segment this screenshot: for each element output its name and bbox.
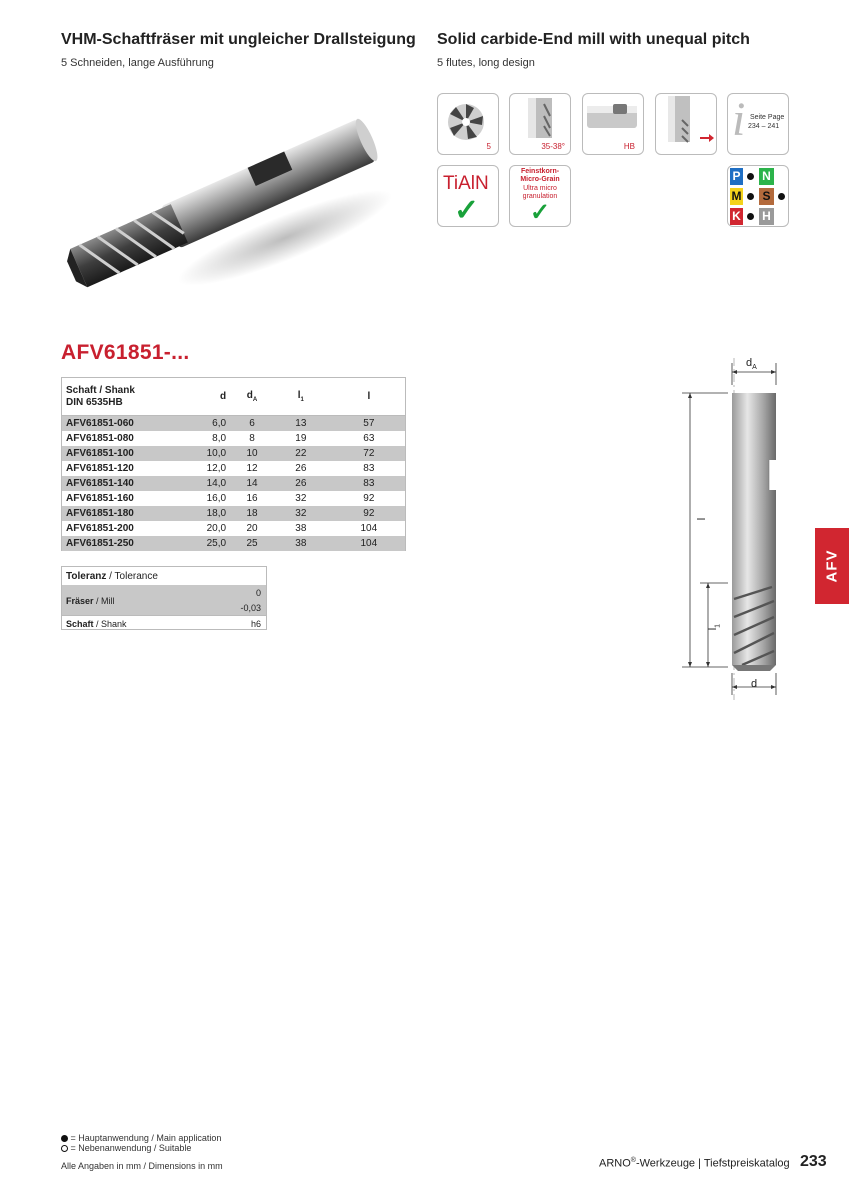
material-h: H — [759, 208, 774, 225]
header-shank-cell — [62, 378, 170, 416]
material-m-main-dot-icon — [747, 193, 754, 200]
drawing-da: d — [746, 357, 753, 369]
table-row — [62, 446, 406, 461]
diameter-da: 10 — [235, 446, 269, 461]
tolerance-shank: Schaft — [66, 619, 94, 629]
grain-english-1: Ultra micro — [523, 185, 557, 192]
diameter-d: 8,0 — [212, 432, 227, 444]
length-l: 92 — [363, 492, 375, 504]
grain-english-2: granulation — [522, 193, 558, 200]
diameter-da: 18 — [235, 506, 269, 521]
title-german: VHM-Schaftfräser mit ungleicher Drallsteigung — [61, 31, 416, 48]
header-din: DIN 6535HB — [66, 396, 123, 408]
drawing-da-sub: A — [752, 364, 757, 372]
table-row — [62, 461, 406, 476]
article-number: AFV61851-250 — [62, 536, 170, 551]
brand-reg: ® — [630, 1157, 636, 1164]
tolerance-title-en: / Tolerance — [106, 571, 158, 582]
diameter-da: 25 — [235, 536, 269, 551]
length-l1: 22 — [269, 446, 333, 461]
header-shank: Schaft / Shank — [66, 384, 135, 396]
coating-check-icon: ✓ — [454, 194, 480, 227]
length-l1: 26 — [269, 476, 333, 491]
material-m: M — [731, 189, 742, 203]
subtitle-german: 5 Schneiden, lange Ausführung — [61, 57, 214, 69]
tolerance-table — [61, 566, 267, 630]
drawing-label-da — [746, 357, 757, 371]
article-number: AFV61851-060 — [62, 416, 170, 431]
table-row — [62, 506, 406, 521]
brand-name: ARNO — [599, 1157, 631, 1170]
diameter-d: 14,0 — [169, 476, 235, 491]
length-l1: 38 — [269, 536, 333, 551]
tolerance-mill-en: / Mill — [93, 596, 115, 606]
tolerance-title-row — [62, 567, 266, 585]
helix-icon-box — [509, 93, 571, 155]
drawing-label-l1 — [707, 624, 721, 630]
length-l1: 38 — [295, 522, 307, 534]
tolerance-shank-label — [66, 619, 127, 629]
tolerance-shank-row — [62, 615, 266, 630]
subtitle-english: 5 flutes, long design — [437, 57, 535, 69]
length-l1: 13 — [269, 416, 333, 431]
table-row — [62, 491, 406, 506]
tolerance-shank-value: h6 — [250, 619, 261, 629]
legend-main-text: = Hauptanwendung / Main application — [70, 1133, 222, 1143]
article-number: AFV61851-180 — [62, 506, 170, 521]
article-number: AFV61851-100 — [62, 446, 170, 461]
section-tab — [815, 528, 849, 604]
info-icon: i — [732, 93, 746, 146]
flutes-count: 5 — [486, 142, 491, 151]
tolerance-mill: Fräser — [66, 596, 94, 606]
page-number: 233 — [800, 1153, 827, 1170]
diameter-d: 12,0 — [206, 462, 227, 474]
material-grid — [727, 165, 789, 227]
shank-icon-box — [582, 93, 644, 155]
technical-drawing — [680, 355, 790, 700]
drawing-label-l: l — [696, 517, 709, 521]
article-number: AFV61851-120 — [66, 462, 134, 474]
catalog-footer — [599, 1157, 790, 1170]
diameter-da: 14 — [235, 476, 269, 491]
diameter-d: 25,0 — [169, 536, 235, 551]
diameter-d: 20,0 — [206, 522, 227, 534]
diameter-d: 6,0 — [169, 416, 235, 431]
article-number: AFV61851-160 — [66, 492, 134, 504]
diameter-da: 20 — [246, 522, 258, 534]
length-l1: 32 — [269, 506, 333, 521]
shank-type-label: HB — [623, 142, 635, 151]
length-l: 83 — [333, 476, 406, 491]
length-l1: 19 — [295, 432, 307, 444]
length-l: 104 — [333, 536, 406, 551]
material-k: K — [730, 208, 743, 225]
header-l: l — [333, 378, 406, 416]
empty-dot-icon — [61, 1145, 68, 1152]
table-row — [62, 431, 406, 446]
header-da-cell — [235, 378, 269, 416]
material-s: S — [759, 188, 774, 205]
info-page-range: 234 – 241 — [748, 123, 780, 130]
dimensions-note: Alle Angaben in mm / Dimensions in mm — [61, 1161, 223, 1171]
length-l: 83 — [363, 462, 375, 474]
info-icon-box — [727, 93, 789, 155]
drawing-l1-sub: 1 — [714, 623, 722, 628]
header-da-sub: A — [252, 397, 258, 403]
flutes-icon-box — [437, 93, 499, 155]
title-english: Solid carbide-End mill with unequal pitch — [437, 31, 750, 48]
dimension-table — [61, 377, 406, 551]
diameter-da: 8 — [249, 432, 255, 444]
material-p-main-dot-icon — [747, 173, 754, 180]
table-row — [62, 536, 406, 551]
tolerance-title: Toleranz — [66, 571, 107, 582]
header-l1-cell — [269, 378, 333, 416]
diameter-d: 10,0 — [169, 446, 235, 461]
length-l: 92 — [333, 506, 406, 521]
diameter-da: 16 — [246, 492, 258, 504]
table-header-row — [62, 378, 406, 416]
article-number: AFV61851-140 — [62, 476, 170, 491]
table-row — [62, 521, 406, 536]
grain-icon-box — [509, 165, 571, 227]
end-mill-photo — [55, 88, 395, 318]
article-number: AFV61851-080 — [66, 432, 134, 444]
diameter-da: 12 — [246, 462, 258, 474]
design-icon-box — [655, 93, 717, 155]
length-l: 57 — [333, 416, 406, 431]
material-n: N — [759, 168, 774, 185]
legend-suitable — [61, 1143, 191, 1153]
info-page-text: Seite Page — [750, 114, 785, 121]
article-number: AFV61851-200 — [66, 522, 134, 534]
header-da: d — [246, 390, 253, 401]
section-tab-label: AFV — [823, 549, 841, 583]
table-row — [62, 476, 406, 491]
tolerance-shank-en: / Shank — [93, 619, 127, 629]
material-p: P — [730, 168, 743, 185]
tolerance-mill-label — [66, 596, 115, 606]
catalog-name: -Werkzeuge | Tiefstpreiskatalog — [635, 1157, 790, 1170]
diameter-d: 18,0 — [169, 506, 235, 521]
length-l1: 26 — [295, 462, 307, 474]
legend-main — [61, 1133, 221, 1143]
helix-angle-label: 35-38° — [541, 142, 565, 151]
legend-suitable-text: = Nebenanwendung / Suitable — [70, 1143, 192, 1153]
coating-icon-box — [437, 165, 499, 227]
length-l: 63 — [363, 432, 375, 444]
length-l: 72 — [333, 446, 406, 461]
material-s-main-dot-icon — [778, 193, 785, 200]
tolerance-mill-row — [62, 585, 266, 615]
tolerance-mill-upper: 0 — [255, 588, 261, 598]
tolerance-mill-lower: -0,03 — [240, 603, 261, 613]
material-k-main-dot-icon — [747, 213, 754, 220]
table-row — [62, 416, 406, 431]
header-d: d — [169, 378, 235, 416]
filled-dot-icon — [61, 1135, 68, 1142]
drawing-l1: l — [707, 627, 720, 631]
drawing-label-d: d — [751, 678, 758, 690]
diameter-d: 16,0 — [206, 492, 227, 504]
coating-label: TiAlN — [443, 173, 489, 194]
grain-german-2: Micro-Grain — [520, 176, 560, 183]
grain-check-icon: ✓ — [530, 199, 551, 226]
grain-german-1: Feinstkorn- — [520, 168, 560, 175]
product-code: AFV61851-... — [61, 341, 190, 364]
header-l1-sub: 1 — [300, 397, 304, 403]
long-design-icon — [656, 94, 717, 155]
length-l: 104 — [360, 522, 378, 534]
diameter-da: 6 — [235, 416, 269, 431]
header-l1: l — [297, 390, 301, 401]
length-l1: 32 — [295, 492, 307, 504]
